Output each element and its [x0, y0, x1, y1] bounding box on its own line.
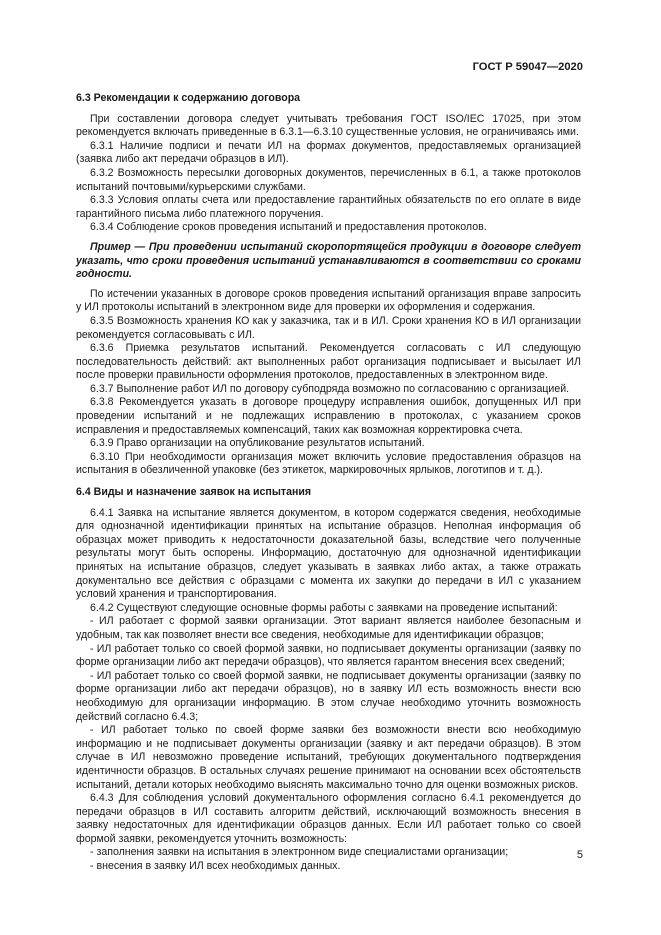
clause-6-3-6: 6.3.6 Приемка результатов испытаний. Рекомендуется согласовать с ИЛ следующую последовательность действий: акт выполненных работ организация подписывает и высылает ИЛ после проверки правильности оформления протоколов, предоставленных в электронном виде.	[76, 342, 581, 382]
list-item: - ИЛ работает с формой заявки организации. Этот вариант является наиболее безопасным и удобным, так как позволяет внести все сведения, необходимые для идентификации образцов;	[76, 615, 581, 641]
list-item: - ИЛ работает только со своей формой заявки, но подписывает документы организации (заявку по форме организации либо акт передачи образцов), что является гарантом внесения всех сведений;	[76, 642, 581, 669]
list-item: - внесения в заявку ИЛ всех необходимых данных.	[90, 860, 341, 873]
clause-6-3-8: 6.3.8 Рекомендуется указать в договоре процедуру исправления ошибок, допущенных ИЛ при проведении испытаний и не подлежащих исправлению в протоколах, с указанием сроков исправления и предоставляемых компенсаций, таких как возможная корректировка счета.	[76, 396, 581, 436]
clause-6-3-3: 6.3.3 Условия оплаты счета или предоставление гарантийных обязательств по его оплате в виде гарантийного письма либо платежного поручения.	[76, 194, 581, 220]
list-item: - заполнения заявки на испытания в электронном виде специалистами организации;	[90, 846, 509, 859]
document-code: ГОСТ Р 59047—2020	[472, 61, 583, 73]
paragraph: По истечении указанных в договоре сроков проведения испытаний организация вправе запросить у ИЛ протоколы испытаний в электронном виде для проверки их оформления и содержания.	[76, 287, 581, 314]
clause-6-3-2: 6.3.2 Возможность пересылки договорных документов, перечисленных в 6.1, а также протоколов испытаний почтовыми/курьерскими службами.	[76, 166, 581, 193]
page-number: 5	[576, 849, 583, 861]
section-heading-6-3: 6.3 Рекомендации к содержанию договора	[76, 92, 301, 104]
page-body	[76, 92, 581, 874]
clause-6-3-1: 6.3.1 Наличие подписи и печати ИЛ на формах документов, предоставляемых организацией (заявка либо акт передачи образцов в ИЛ).	[76, 139, 581, 166]
clause-6-4-2: 6.4.2 Существуют следующие основные формы работы с заявками на проведение испытаний:	[90, 601, 558, 614]
clause-6-3-10: 6.3.10 При необходимости организация может включить условие предоставления образцов на испытания в обезличенной упаковке (без этикеток, маркировочных ярлыков, логотипов и т. д.).	[76, 450, 581, 477]
clause-6-3-9: 6.3.9 Право организации на опубликование результатов испытаний.	[90, 437, 425, 450]
clause-6-3-5: 6.3.5 Возможность хранения КО как у заказчика, так и в ИЛ. Сроки хранения КО в ИЛ организации рекомендуется согласовывать с ИЛ.	[76, 314, 581, 341]
list-item: - ИЛ работает только по своей форме заявки без возможности внести всю необходимую информацию и не подписывает документы организации (заявку и акт передачи образцов). В этом случае в ИЛ невозможно проведение испытаний, требующих документального подтверждения идентичности образцов. В остальных случаях решение принимают на основании всех обстоятельств испытаний, детали которых необходимо выяснять максимально точно для оценки возможных рисков.	[76, 724, 581, 791]
example-note: Пример — При проведении испытаний скоропортящейся продукции в договоре следует указать, что сроки проведения испытаний устанавливаются в соответствии со сроками годности.	[76, 240, 581, 281]
list-item: - ИЛ работает только со своей формой заявки, не подписывает документы организации (заявку по форме организации либо акт передачи образцов), но в заявку ИЛ есть возможность внести всю необходимую для организации информацию. В этом случае необходимо уточнить возможность действий согласно 6.4.3;	[76, 669, 581, 723]
clause-6-4-1: 6.4.1 Заявка на испытание является документом, в котором содержатся сведения, необходимые для однозначной идентификации принятых на испытание образцов. Неполная информация об образцах может приводить к недостаточности доказательной базы, вследствие чего полученные результаты могут быть оспорены. Информацию, достаточную для однозначной идентификации принятых на испытание образцов, следует указывать в заявках либо актах, а также отражать документально все действия с образцами с момента их закупки до передачи в ИЛ с указанием условий хранения и транспортирования.	[76, 506, 581, 601]
clause-6-4-3: 6.4.3 Для соблюдения условий документального оформления согласно 6.4.1 рекомендуется до передачи образцов в ИЛ составить алгоритм действий, исключающий возможность внесения в заявку недостаточных для идентификации образцов данных. Если ИЛ работает только со своей формой заявки, рекомендуется уточнить возможность:	[76, 792, 581, 845]
section-heading-6-4: 6.4 Виды и назначение заявок на испытания	[76, 486, 312, 499]
paragraph: При составлении договора следует учитывать требования ГОСТ ISO/IEC 17025, при этом рекомендуется включать приведенные в 6.3.1—6.3.10 существенные условия, не ограничиваясь ими.	[76, 112, 581, 139]
clause-6-3-7: 6.3.7 Выполнение работ ИЛ по договору субподряда возможно по согласованию с организацией.	[90, 382, 570, 395]
clause-6-3-4: 6.3.4 Соблюдение сроков проведения испытаний и предоставления протоколов.	[90, 221, 487, 234]
